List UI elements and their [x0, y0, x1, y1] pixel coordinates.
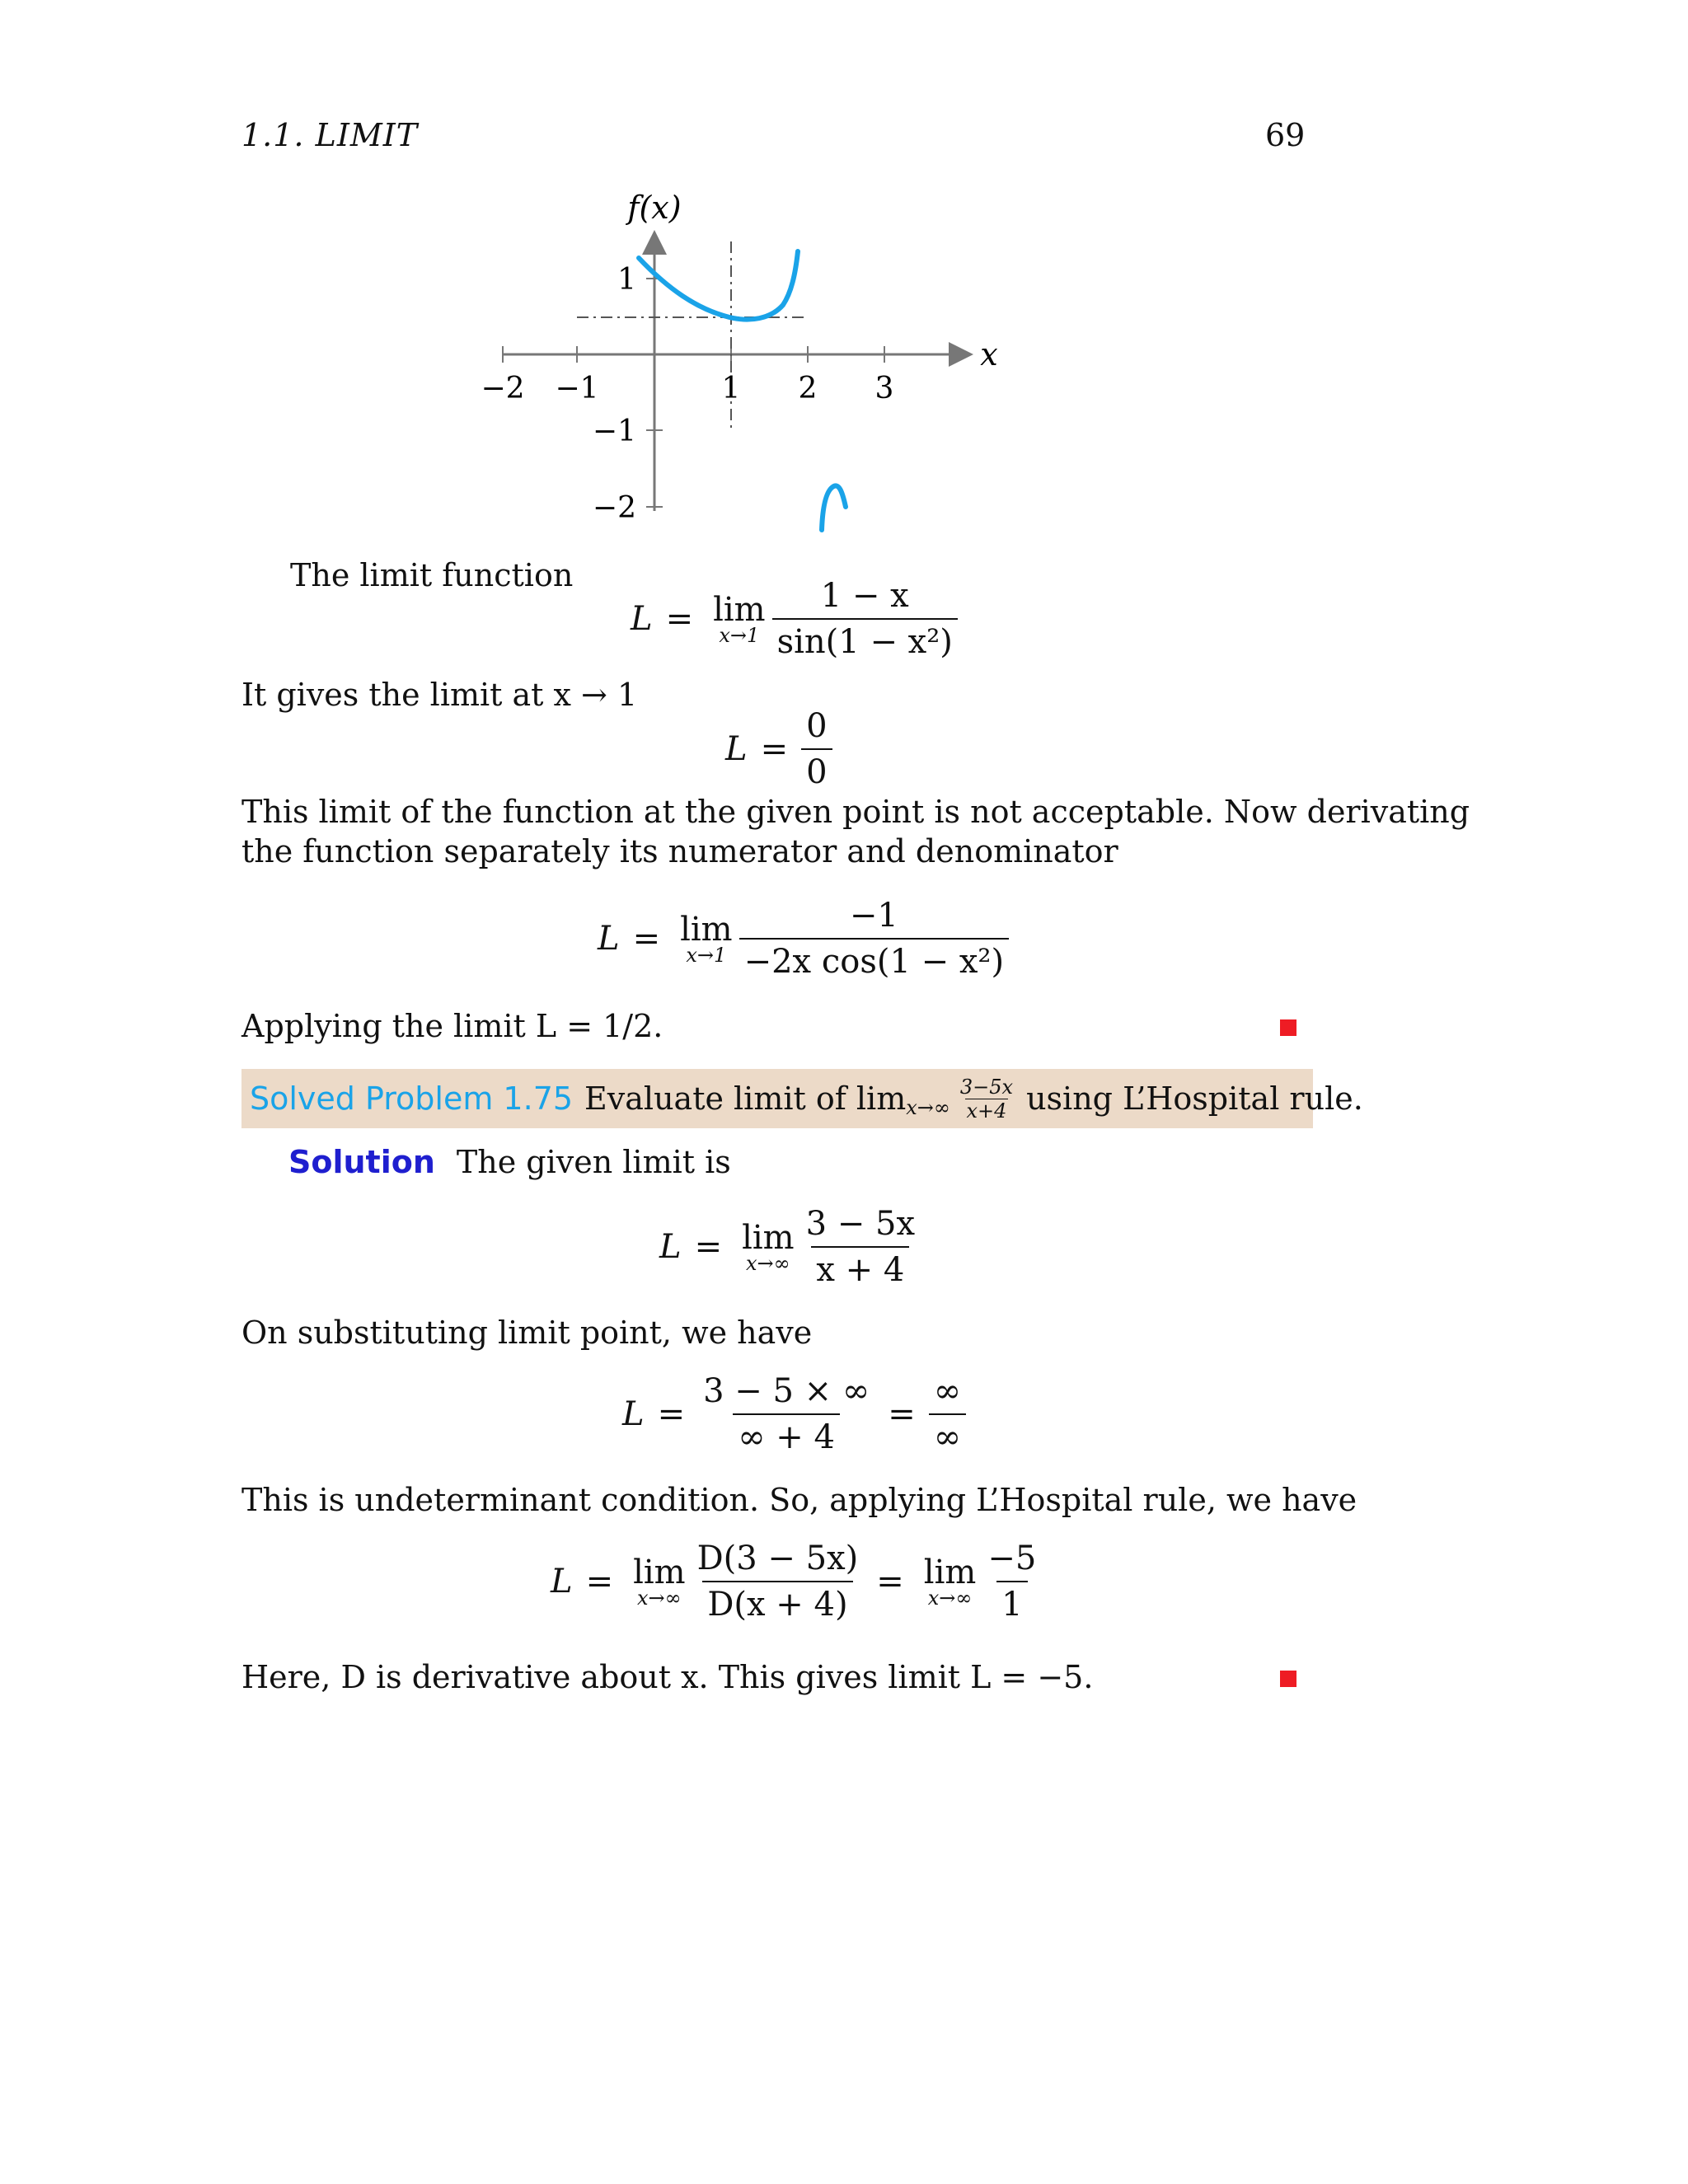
- y-axis-label: f(x): [627, 190, 682, 226]
- problem-text-before: Evaluate limit of lim: [584, 1080, 907, 1117]
- eq5-fraction-2: $\frac{\infty}{\infty}$: [929, 1372, 966, 1456]
- paragraph-line-2: the function separately its numerator and denominator: [241, 833, 1118, 869]
- eq4-lim: lim x→∞: [742, 1219, 795, 1275]
- equation-5: [622, 1372, 966, 1456]
- eq5-fraction-1: $\frac{3 - 5 \times \infty}{\infty + 4}$: [703, 1372, 870, 1456]
- x-tick-label: −2: [481, 372, 525, 405]
- eq4-fraction: $\frac{3 - 5x}{x + 4}$: [805, 1205, 915, 1289]
- solution-intro-text: The given limit is: [456, 1144, 731, 1180]
- equation-3: [598, 897, 1009, 981]
- x-tick-label: 2: [798, 372, 818, 405]
- curve-left-branch: [639, 251, 798, 320]
- problem-text-after: using L’Hospital rule.: [1026, 1080, 1363, 1117]
- eq5-equals: =: [657, 1395, 686, 1433]
- eq1-lhs: L: [631, 600, 653, 638]
- equation-1: [631, 577, 958, 661]
- solution-intro: [288, 1141, 731, 1183]
- eq6-equals-2: =: [876, 1563, 904, 1601]
- paragraph-line-1: This limit of the function at the given point is not acceptable. Now derivating: [241, 794, 1470, 830]
- running-header: 1.1. LIMIT: [241, 117, 419, 153]
- text-substituting: On substituting limit point, we have: [241, 1315, 813, 1351]
- text-limit-function: The limit function: [290, 557, 574, 593]
- qed-square-2: [1280, 1671, 1296, 1687]
- eq5-lhs: L: [622, 1395, 645, 1433]
- eq6-equals: =: [585, 1563, 614, 1601]
- eq3-lim: lim x→1: [680, 911, 733, 967]
- eq4-lhs: L: [659, 1228, 682, 1266]
- eq1-lim: lim x→1: [713, 591, 766, 647]
- solution-label: Solution: [288, 1144, 435, 1180]
- eq6-fraction-1: $\frac{D(3 - 5x)}{D(x + 4)}$: [696, 1540, 859, 1624]
- x-tick-label: 1: [721, 372, 741, 405]
- equation-2: [725, 707, 832, 791]
- eq6-lim-2: lim x→∞: [923, 1554, 977, 1610]
- y-tick-label: −1: [592, 415, 636, 448]
- eq6-fraction-2: $\frac{-5}{1}$: [987, 1540, 1037, 1624]
- function-plot: [462, 185, 1022, 565]
- x-axis-label: x: [980, 336, 998, 373]
- page-number: 69: [1265, 117, 1306, 153]
- problem-statement: [250, 1071, 1363, 1126]
- eq1-fraction: $\frac{1 - x}{\text{sin(1 − x²)}}$: [772, 577, 958, 661]
- eq2-lhs: L: [725, 730, 748, 768]
- eq3-equals: =: [632, 920, 661, 958]
- qed-square: [1280, 1019, 1296, 1036]
- eq3-fraction: $\frac{-1}{\text{−2x cos(1 − x²)}}$: [739, 897, 1009, 981]
- eq4-equals: =: [694, 1228, 723, 1266]
- text-conclusion: Here, D is derivative about x. This gives limit L = −5.: [241, 1659, 1094, 1695]
- eq2-fraction: $\frac{0}{0}$: [801, 707, 832, 791]
- eq6-lhs: L: [551, 1563, 573, 1601]
- equation-6: [551, 1540, 1041, 1624]
- y-tick-label: 1: [617, 263, 636, 297]
- eq1-equals: =: [665, 600, 694, 638]
- x-tick-label: −1: [555, 372, 599, 405]
- x-tick-label: 3: [874, 372, 894, 405]
- eq3-lhs: L: [598, 920, 620, 958]
- problem-lim-sub: x→∞: [906, 1096, 950, 1119]
- text-gives-limit: It gives the limit at x → 1: [241, 677, 638, 713]
- curve-right-branch: [822, 485, 846, 530]
- text-applying-limit: Applying the limit L = 1/2.: [241, 1008, 663, 1044]
- eq5-equals-2: =: [888, 1395, 916, 1433]
- problem-label: Solved Problem 1.75: [250, 1080, 574, 1117]
- equation-4: [659, 1205, 920, 1289]
- problem-fraction: $\frac{3-5x}{x+4}$: [959, 1075, 1014, 1122]
- y-tick-label: −2: [592, 491, 636, 525]
- text-undeterminant: This is undeterminant condition. So, applying L’Hospital rule, we have: [241, 1482, 1357, 1518]
- eq6-lim: lim x→∞: [633, 1554, 686, 1610]
- eq2-equals: =: [760, 730, 789, 768]
